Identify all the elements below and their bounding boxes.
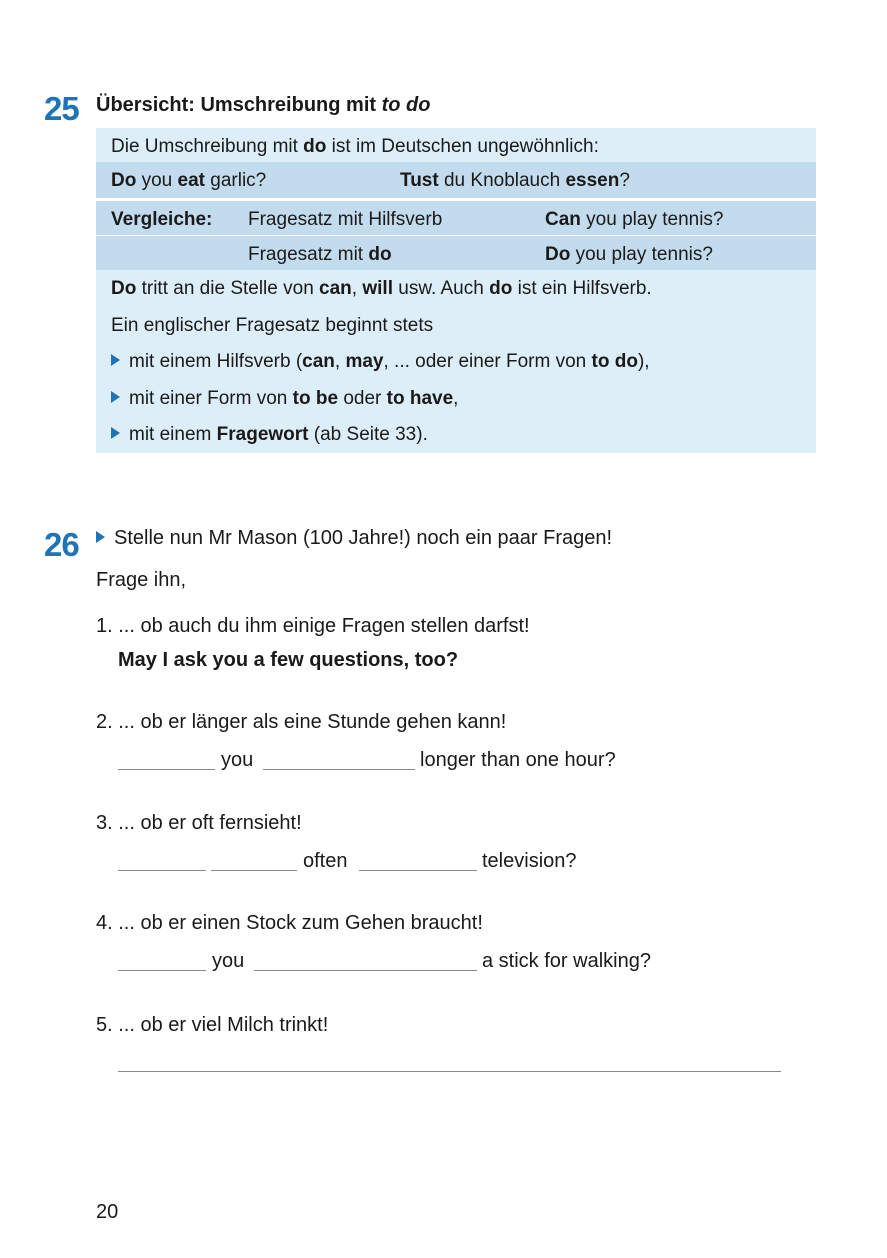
answer-example-1: May I ask you a few questions, too? (118, 649, 459, 671)
bullet-item: mit einer Form von to be oder to have, (111, 389, 458, 408)
bullet-triangle-icon (111, 427, 120, 439)
example-row (96, 162, 816, 198)
intro-row (96, 128, 816, 162)
answer-blank[interactable] (359, 870, 477, 871)
answer-blank[interactable] (118, 769, 215, 770)
compare-label: Vergleiche: (111, 209, 213, 230)
question-prompt-5: 5. ... ob er viel Milch trinkt! (96, 1014, 329, 1036)
answer-blank[interactable] (211, 870, 297, 871)
question-prompt-2: 2. ... ob er länger als eine Stunde gehen kann! (96, 711, 507, 733)
example-german: Tust du Knoblauch essen? (400, 170, 630, 191)
compare-desc-1: Fragesatz mit Hilfsverb (248, 209, 443, 230)
title-italic: to do (381, 94, 431, 116)
answer-blank[interactable] (118, 870, 206, 871)
lead-text: Frage ihn, (96, 569, 187, 591)
bullet-item: mit einem Hilfsverb (can, may, ... oder einer Form von to do), (111, 352, 650, 371)
compare-desc-2: Fragesatz mit do (248, 244, 392, 265)
exercise-number-25: 25 (44, 90, 79, 127)
compare-example-2: Do you play tennis? (545, 244, 713, 265)
bullet-triangle-icon (111, 354, 120, 366)
bullet-triangle-icon (111, 391, 120, 403)
given-word: you (221, 749, 254, 771)
bullet-triangle-icon (96, 531, 105, 543)
compare-row-2 (96, 236, 816, 270)
given-word: you (212, 950, 245, 972)
question-prompt-4: 4. ... ob er einen Stock zum Gehen braucht! (96, 912, 483, 934)
given-word: a stick for walking? (482, 950, 651, 972)
compare-row-1 (96, 201, 816, 235)
bullet-item: mit einem Fragewort (ab Seite 33). (111, 425, 428, 444)
instruction: Stelle nun Mr Mason (100 Jahre!) noch ein paar Fragen! (96, 528, 612, 548)
answer-blank[interactable] (254, 970, 477, 971)
intro-text: Die Umschreibung mit do ist im Deutschen ungewöhnlich: (111, 136, 599, 157)
given-word: often (303, 850, 348, 872)
compare-example-1: Can you play tennis? (545, 209, 724, 230)
title-text: Übersicht: Umschreibung mit (96, 94, 382, 116)
page-number: 20 (96, 1201, 119, 1223)
given-word: television? (482, 850, 577, 872)
answer-blank[interactable] (118, 970, 206, 971)
answer-blank[interactable] (263, 769, 415, 770)
exercise-number-26: 26 (44, 526, 79, 563)
question-prompt-3: 3. ... ob er oft fernsieht! (96, 812, 302, 834)
given-word: longer than one hour? (420, 749, 616, 771)
question-prompt-1: 1. ... ob auch du ihm einige Fragen stellen darfst! (96, 615, 530, 637)
answer-blank[interactable] (118, 1071, 781, 1072)
rules-area (96, 270, 816, 453)
rule-lead: Ein englischer Fragesatz beginnt stets (111, 315, 434, 336)
section-title (96, 95, 430, 115)
grammar-box (96, 128, 816, 453)
example-english: Do you eat garlic? (111, 170, 267, 191)
rule-text: Do tritt an die Stelle von can, will usw. Auch do ist ein Hilfsverb. (111, 278, 652, 299)
